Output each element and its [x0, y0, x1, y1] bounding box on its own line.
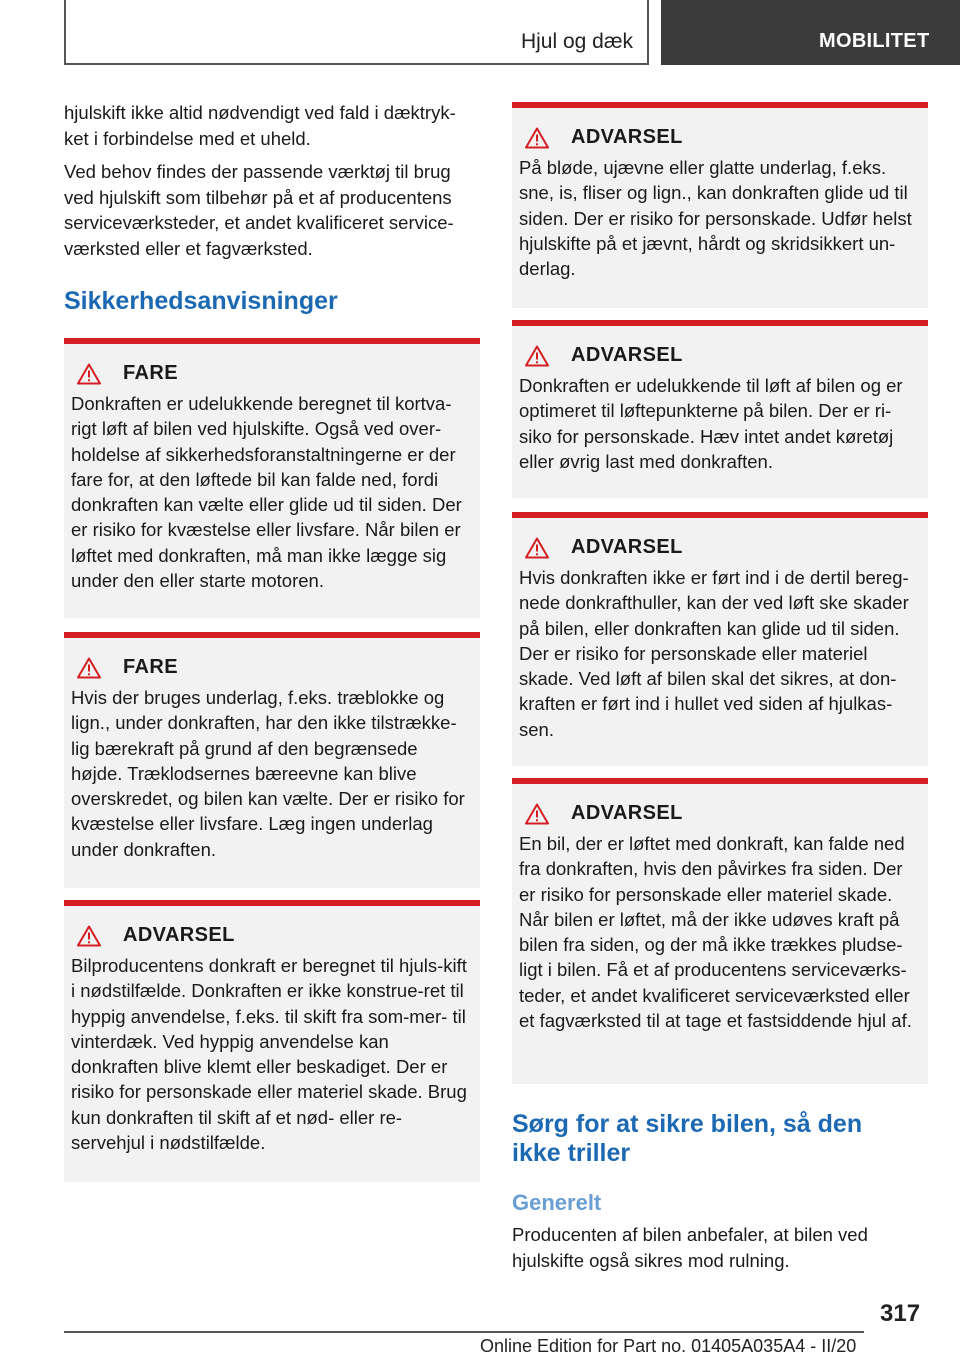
warning-title: ADVARSEL	[123, 924, 235, 946]
danger-box	[64, 632, 480, 888]
danger-box	[64, 338, 480, 618]
warning-triangle-icon	[525, 127, 549, 149]
intro-paragraph: Ved behov findes der passende værktøj til brug ved hjulskift som tilbehør på et af producentens serviceværksteder, et andet kvalificeret service-værksted eller et fagværksted.	[64, 161, 454, 259]
warning-text: En bil, der er løftet med donkraft, kan falde ned fra donkraften, hvis den påvirkes fra siden. Der er risiko for personskade eller materiel skade. Når bilen er løftet, må der ikke udøves kraft på bilen fra siden, og der må ikke trækkes pludse-ligt i bilen. Få et af producentens serviceværks-teder, et andet kvalificeret serviceværksted eller et fagværksted til at tage et fastsiddende hjul af.	[519, 833, 912, 1032]
section-heading: Sørg for at sikre bilen, så den ikke triller	[512, 1110, 863, 1167]
left-column	[64, 100, 480, 1182]
warning-title: FARE	[123, 656, 178, 678]
header-frame	[64, 0, 649, 65]
warning-box	[512, 102, 928, 308]
footer-divider	[64, 1331, 864, 1333]
edition-footer: Online Edition for Part no. 01405A035A4 - II/20	[480, 1336, 857, 1356]
warning-text: Donkraften er udelukkende beregnet til kortva-rigt løft af bilen ved hjulskifte. Også ved over-holdelse af sikkerhedsforanstaltningerne er der fare for, at den løftede bil kan falde ned, fordi donkraften kan vælte eller glide ud til siden. Der er risiko for kvæstelse eller livsfare. Når bilen er løftet med donkraften, må man ikke lægge sig under den eller starte motoren.	[71, 393, 462, 592]
warning-text: Hvis donkraften ikke er ført ind i de dertil bereg-nede donkrafthuller, kan der ved løft ske skader på bilen, eller donkraften kan glide ud til siden. Der er risiko for personskade eller materiel skade. Ved løft af bilen skal det sikres, at don-kraften er ført ind i hullet ved siden af hjulkas-sen.	[519, 567, 909, 740]
warning-box	[512, 320, 928, 498]
right-column	[512, 102, 928, 1281]
warning-text: Bilproducentens donkraft er beregnet til hjuls-kift i nødstilfælde. Donkraften er ikke konstrue-ret til hyppig anvendelse, f.eks. til skift fra som-mer- til vinterdæk. Ved hyppig anvendelse kan donkraften blive klemt eller beskadiget. Der er risiko for personskade eller materiel skade. Brug kun donkraften til skift af et nød- eller re-servehjul i nødstilfælde.	[71, 955, 467, 1154]
warning-title: ADVARSEL	[571, 344, 683, 366]
warning-triangle-icon	[77, 657, 101, 679]
warning-text: Donkraften er udelukkende til løft af bilen og er optimeret til løftepunkterne på bilen. Der er ri-siko for personskade. Hæv intet andet køretøj eller øvrig last med donkraften.	[519, 375, 903, 472]
subsection-heading: Generelt	[512, 1190, 602, 1215]
warning-title: ADVARSEL	[571, 802, 683, 824]
warning-text: På bløde, ujævne eller glatte underlag, f.eks. sne, is, fliser og lign., kan donkraften glide ud til siden. Der er risiko for personskade. Udfør helst hjulskifte på et jævnt, hårdt og skridsikkert un-derlag.	[519, 157, 912, 280]
chapter-tab-label: MOBILITET	[819, 30, 930, 52]
chapter-tab[interactable]	[661, 0, 960, 65]
intro-paragraph: hjulskift ikke altid nødvendigt ved fald i dæktryk-ket i forbindelse med et uheld.	[64, 102, 456, 149]
page-number: 317	[880, 1300, 921, 1327]
warning-triangle-icon	[525, 803, 549, 825]
warning-box	[512, 778, 928, 1084]
warning-title: ADVARSEL	[571, 126, 683, 148]
section-heading: Sikkerhedsanvisninger	[64, 287, 338, 315]
warning-text: Hvis der bruges underlag, f.eks. træblokke og lign., under donkraften, har den ikke tilstrække-lig bærekraft på grund af den begrænsede højde. Træklodsernes bæreevne kan blive overskredet, og bilen kan vælte. Der er risiko for kvæstelse eller livsfare. Læg ingen underlag under donkraften.	[71, 687, 465, 860]
warning-triangle-icon	[525, 345, 549, 367]
warning-triangle-icon	[77, 363, 101, 385]
section-title: Hjul og dæk	[520, 30, 633, 53]
warning-title: FARE	[123, 362, 178, 384]
warning-title: ADVARSEL	[571, 536, 683, 558]
body-paragraph: Producenten af bilen anbefaler, at bilen ved hjulskifte også sikres mod rulning.	[512, 1224, 868, 1271]
warning-triangle-icon	[77, 925, 101, 947]
warning-triangle-icon	[525, 537, 549, 559]
warning-box	[64, 900, 480, 1182]
warning-box	[512, 512, 928, 766]
